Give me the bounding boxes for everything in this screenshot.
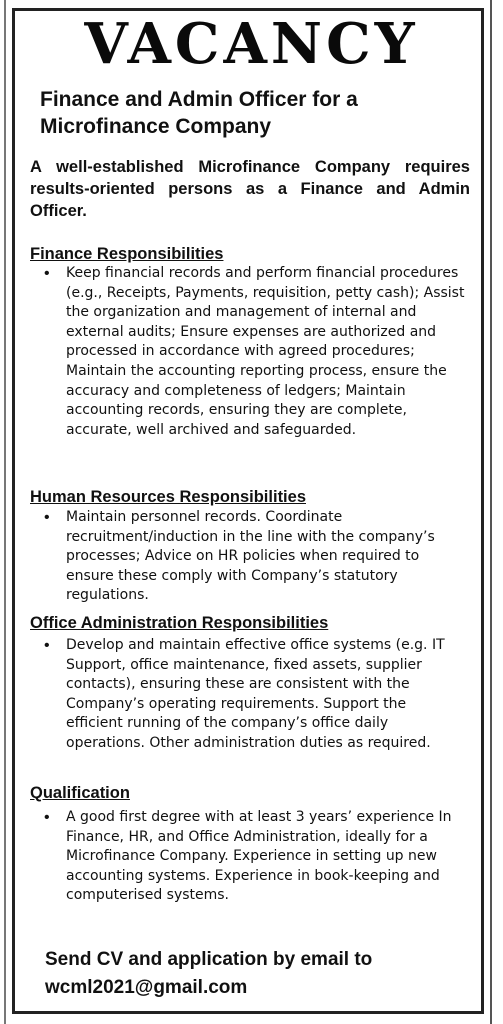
bullet-icon: • [44,637,50,654]
qualification-heading: Qualification [30,784,130,802]
right-edge-line [490,0,492,1024]
office-admin-bullet: Develop and maintain effective office systems (e.g. IT Support, office maintenance, fixed assets, supplier contacts), ensuring these are consistent with the Company’s operating requirements. Support the efficient running of the company’s office daily operations. Other administration duties as required. [66,637,445,751]
left-edge-line [4,0,6,1024]
apply-instruction: Send CV and application by email to [45,949,373,970]
hr-bullet: Maintain personnel records. Coordinate recruitment/induction in the line with the company’s processes; Advice on HR policies when required to ensure these comply with Company’s statutory regulations. [66,509,435,604]
vacancy-title: VACANCY [84,11,419,77]
contact-email: wcml2021@gmail.com [45,977,248,998]
finance-bullet: Keep financial records and perform financial procedures (e.g., Receipts, Payments, requisition, petty cash); Assist the organization and management of internal and external audits; Ensure expenses are authorized and processed in accordance with agreed procedures; Maintain the accounting reporting process, ensure the accuracy and completeness of ledgers; Maintain accounting records, ensuring they are complete, accurate, well archived and safeguarded. [66,265,465,438]
hr-heading: Human Resources Responsibilities [30,488,306,506]
bullet-icon: • [44,809,50,826]
bullet-icon: • [44,509,50,526]
finance-heading: Finance Responsibilities [30,245,224,263]
office-admin-heading: Office Administration Responsibilities [30,614,329,632]
qualification-bullet: A good first degree with at least 3 years’ experience In Finance, HR, and Office Administration, ideally for a Microfinance Company. Experience in setting up new accounting systems. Experience in book-keeping and computerised systems. [66,809,452,904]
intro-paragraph: A well-established Microfinance Company requires results-oriented persons as a Finance and Admin Officer. [30,158,470,220]
job-title: Finance and Admin Officer for a Microfinance Company [40,88,358,138]
bullet-icon: • [44,265,50,282]
